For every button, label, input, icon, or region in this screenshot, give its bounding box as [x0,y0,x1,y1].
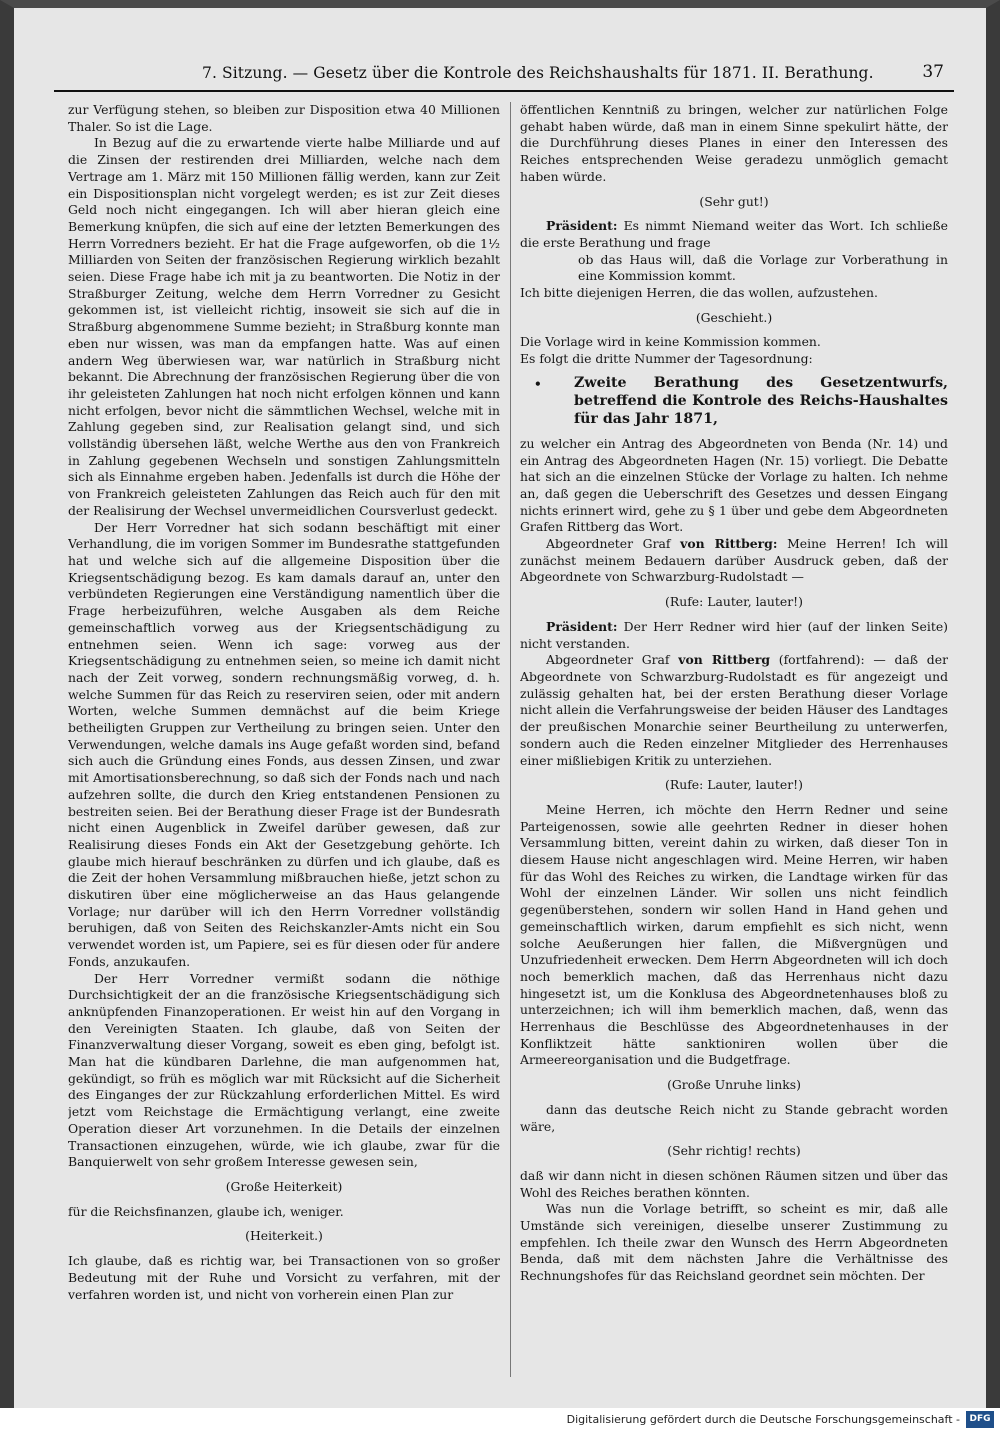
paragraph: Ich glaube, daß es richtig war, bei Transactionen von so großer Bedeutung mit der Ruhe und Vorsicht zu verfahren, mit der verfahren worden ist, und nicht von vorherein einen Plan zur [68,1253,500,1302]
paragraph: öffentlichen Kenntniß zu bringen, welcher zur natürlichen Folge gehabt haben würde, daß man in einem Sinne spekulirt hätte, der die Durchführung dieses Planes in einer den Interessen des Reiches entsprechenden Weise geradezu unmöglich gemacht haben würde. [520,102,948,184]
speech-paragraph [520,652,948,769]
right-column [520,102,948,1387]
paragraph: Die Vorlage wird in keine Kommission kommen. [520,334,821,350]
dfg-logo: DFG [966,1411,994,1428]
interjection: (Rufe: Lauter, lauter!) [665,594,803,610]
speech-paragraph [520,536,948,586]
interjection: (Heiterkeit.) [245,1228,323,1244]
page-title: 7. Sitzung. — Gesetz über die Kontrole des Reichshaushalts für 1871. II. Berathung. [202,64,874,82]
paragraph: für die Reichsfinanzen, glaube ich, weniger. [68,1203,344,1219]
page-number: 37 [922,62,944,82]
paragraph: daß wir dann nicht in diesen schönen Räumen sitzen und über das Wohl des Reiches berathen könnten. [520,1167,948,1200]
paragraph: Es folgt die dritte Nummer der Tagesordnung: [520,351,813,367]
speaker-title: Abgeordneter Graf [546,652,679,668]
speaker-name: von Rittberg: [680,536,778,552]
paragraph: Was nun die Vorlage betrifft, so scheint es mir, daß alle Umstände sich vereinigen, dieselbe unserer Zustimmung zu empfehlen. Ich theile zwar den Wunsch des Herrn Abgeordneten Benda, daß mit dem nächsten Jahre die Verhältnisse des Rechnungshofes für das Reichsland geordnet sein möchten. Der [520,1201,948,1284]
footer-bar [0,1408,1000,1432]
speaker-name: Präsident: [546,618,618,634]
paragraph: dann das deutsche Reich nicht zu Stande gebracht worden wäre, [520,1101,948,1134]
speech-text: Es nimmt Niemand weiter das Wort. Ich schließe die erste Berathung und frage [520,218,948,250]
question-text: ob das Haus will, daß die Vorlage zur Vorberathung in eine Kommission kommt. [578,251,948,284]
page-header [54,56,954,92]
column-divider [510,102,511,1377]
speaker-title: Abgeordneter Graf [546,536,681,552]
interjection: (Rufe: Lauter, lauter!) [665,777,803,793]
speech-paragraph [520,218,948,251]
agenda-text: Zweite Berathung des Gesetzentwurfs, betreffend die Kontrole des Reichs-Haushaltes für das Jahr 1871, [574,374,948,427]
speech-text: Meine Herren! Ich will zunächst meinem Bedauern darüber Ausdruck geben, daß der Abgeordnete von Schwarzburg-Rudolstadt — [520,536,948,585]
footer-credit: Digitalisierung gefördert durch die Deutsche Forschungsgemeinschaft - [566,1413,960,1426]
paragraph: Der Herr Vorredner vermißt sodann die nöthige Durchsichtigkeit der an die französische Kriegsentschädigung sich anknüpfenden Finanzoperationen. Er weist hin auf den Vorgang in den Vereinigten Staaten. Ich glaube, daß von Seiten der Finanzverwaltung dieser Vorgang, soweit es eben ging, befolgt ist. Man hat die kündbaren Darlehne, die man aufgenommen hat, gekündigt, so früh es möglich war mit Rücksicht auf die Sicherheit des Einganges der zur Rückzahlung erforderlichen Mittel. Es wird jetzt vom Reichstage die Ermächtigung verlangt, eine zweite Operation dieser Art vorzunehmen. In die Details der einzelnen Transactionen einzugehen, würde, wie ich glaube, zwar für die Banquierwelt von sehr großem Interesse gewesen sein, [68,970,500,1170]
agenda-heading [520,374,948,428]
interjection: (Sehr gut!) [699,193,769,209]
speaker-name: Präsident: [546,218,618,234]
interjection: (Geschieht.) [695,309,773,325]
speech-paragraph [520,619,948,652]
interjection: (Große Heiterkeit) [225,1179,343,1194]
paragraph: zu welcher ein Antrag des Abgeordneten von Benda (Nr. 14) und ein Antrag des Abgeordneten Hagen (Nr. 15) vorliegt. Die Debatte hat sich an die einzelnen Stücke der Vorlage zu halten. Ich nehme an, daß gegen die Ueberschrift des Gesetzes und dessen Eingang nichts erinnert wird, gehe zu § 1 über und gebe dem Abgeordneten Grafen Rittberg das Wort. [520,435,948,535]
left-column [68,102,500,1387]
paragraph: Meine Herren, ich möchte den Herrn Redner und seine Parteigenossen, sowie alle geehrten Redner in dieser hohen Versammlung bitten, vereint dahin zu wirken, daß dieser Ton in diesem Hause nicht angeschlagen wird. Meine Herren, wir haben für das Wohl des Reiches zu wirken, die Landtage wirken für das Wohl der einzelnen Länder. Wir sollen uns nicht feindlich gegenüberstehen, sondern wir sollen Hand in Hand gehen und gemeinschaftlich wirken, darum empfiehlt es sich nicht, wenn solche Aeußerungen hier fallen, die Mißvergnügen und Unzufriedenheit erwecken. Dem Herrn Abgeordneten will ich doch noch bemerklich machen, daß das Herrenhaus nicht dazu hingesetzt ist, um die Konklusa des Abgeordnetenhauses bloß zu unterzeichnen; ich will ihm bemerklich machen, daß, wenn das Herrenhaus die Beschlüsse des Abgeordnetenhauses in der Konfliktzeit hätte sanktioniren wollen über die Armeereorganisation und die Budgetfrage. [520,801,948,1068]
interjection: (Sehr richtig! rechts) [667,1143,801,1159]
paragraph: In Bezug auf die zu erwartende vierte halbe Milliarde und auf die Zinsen der restirenden drei Milliarden, welche nach dem Vertrage am 1. März mit 150 Millionen fällig werden, kann zur Zeit ein Dispositionsplan nicht vorgelegt werden; es ist zur Zeit dieses Geld noch nicht eingegangen. Ich will aber hieran gleich eine Bemerkung knüpfen, die sich auf eine der letzten Bemerkungen des Herrn Vorredners bezieht. Er hat die Frage aufgeworfen, ob die 1½ Milliarden von Seiten der französischen Regierung wirklich bezahlt seien. Diese Frage habe ich mit ja zu beantworten. Die Notiz in der Straßburger Zeitung, welche dem Herrn Vorredner zu Gesicht gekommen ist, ist vielleicht richtig, insoweit sie sich auf die in Straßburg abgenommene Summe bezieht; in Straßburg konnte man eben nur wissen, was man da empfangen hatte. Was auf einen andern Weg überwiesen war, war natürlich in Straßburg nicht bekannt. Die Abrechnung der französischen Regierung über die von ihr geleisteten Zahlungen hat noch nicht erfolgen können und kann nicht erfolgen, bevor nicht die sämmtlichen Wechsel, welche mit in Zahlung gegeben sind, zur Realisation gelangt sind, und sich vollständig übersehen läßt, welche Werthe aus den von Frankreich in Zahlung gegebenen Wechseln und sonstigen Zahlungsmitteln sich als Einnahme ergeben haben. Jedenfalls ist durch die Höhe der von Frankreich geleisteten Zahlungen das Reich auch für den mit der Realisirung der Wechsel unvermeidlichen Coursverlust gedeckt. [68,135,500,518]
bullet-icon: • [534,376,542,391]
interjection: (Große Unruhe links) [667,1077,801,1093]
speaker-name: von Rittberg [678,652,771,668]
speech-text: (fortfahrend): — daß der Abgeordnete von Schwarzburg-Rudolstadt es für angezeigt und zulässig gehalten hat, bei der ersten Berathung dieser Vorlage nicht allein die Verfahrungsweise der beiden Häuser des Landtages der preußischen Monarchie seiner Beurtheilung zu unterwerfen, sondern auch die Reden einzelner Mitglieder des Herrenhauses einer mißliebigen Kritik zu unterziehen. [520,652,948,768]
paragraph: zur Verfügung stehen, so bleiben zur Disposition etwa 40 Millionen Thaler. So ist die Lage. [68,102,500,134]
paragraph: Ich bitte diejenigen Herren, die das wollen, aufzustehen. [520,285,878,301]
speech-text: Der Herr Redner wird hier (auf der linken Seite) nicht verstanden. [520,618,948,651]
paragraph: Der Herr Vorredner hat sich sodann beschäftigt mit einer Verhandlung, die im vorigen Sommer im Bundesrathe stattgefunden hat und welche sich auf die allgemeine Disposition über die Kriegsentschädigung bezog. Es kam damals darauf an, unter den verbündeten Regierungen eine Verständigung namentlich über die Frage herbeizuführen, welche Ausgaben als dem Reiche gemeinschaftlich vorweg aus der Kriegsentschädigung zu entnehmen seien. Wenn ich sage: vorweg aus der Kriegsentschädigung zu entnehmen seien, so meine ich damit nicht nach der Zeit vorweg, sondern rechnungsmäßig vorweg, d. h. welche Summen für das Reich zu reserviren seien, oder mit andern Worten, welche Summen demnächst auf die beim Kriege betheiligten Gruppen zur Vertheilung zu bringen seien. Unter den Verwendungen, welche damals ins Auge gefaßt worden sind, befand sich auch die Gründung eines Fonds, aus dessen Zinsen, und zwar mit Amortisationsberechnung, so daß sich der Fonds nach und nach aufzehren sollte, die durch den Krieg entstandenen Pensionen zu bestreiten seien. Bei der Berathung dieser Frage ist der Bundesrath nicht einen Augenblick in Zweifel darüber gewesen, daß zur Realisirung dieses Fonds ein Akt der Gesetzgebung gehörte. Ich glaube mich hierauf beschränken zu dürfen und ich glaube, daß es die Zeit der hohen Versammlung mißbrauchen hieße, jetzt schon zu diskutiren über eine möglicherweise an das Haus gelangende Vorlage; nur darüber will ich den Herrn Vorredner vollständig beruhigen, daß von Seiten des Reichskanzler-Amts nicht ein Sou verwendet worden ist, um Papiere, sei es für diesen oder für andere Fonds, anzukaufen. [68,519,500,969]
